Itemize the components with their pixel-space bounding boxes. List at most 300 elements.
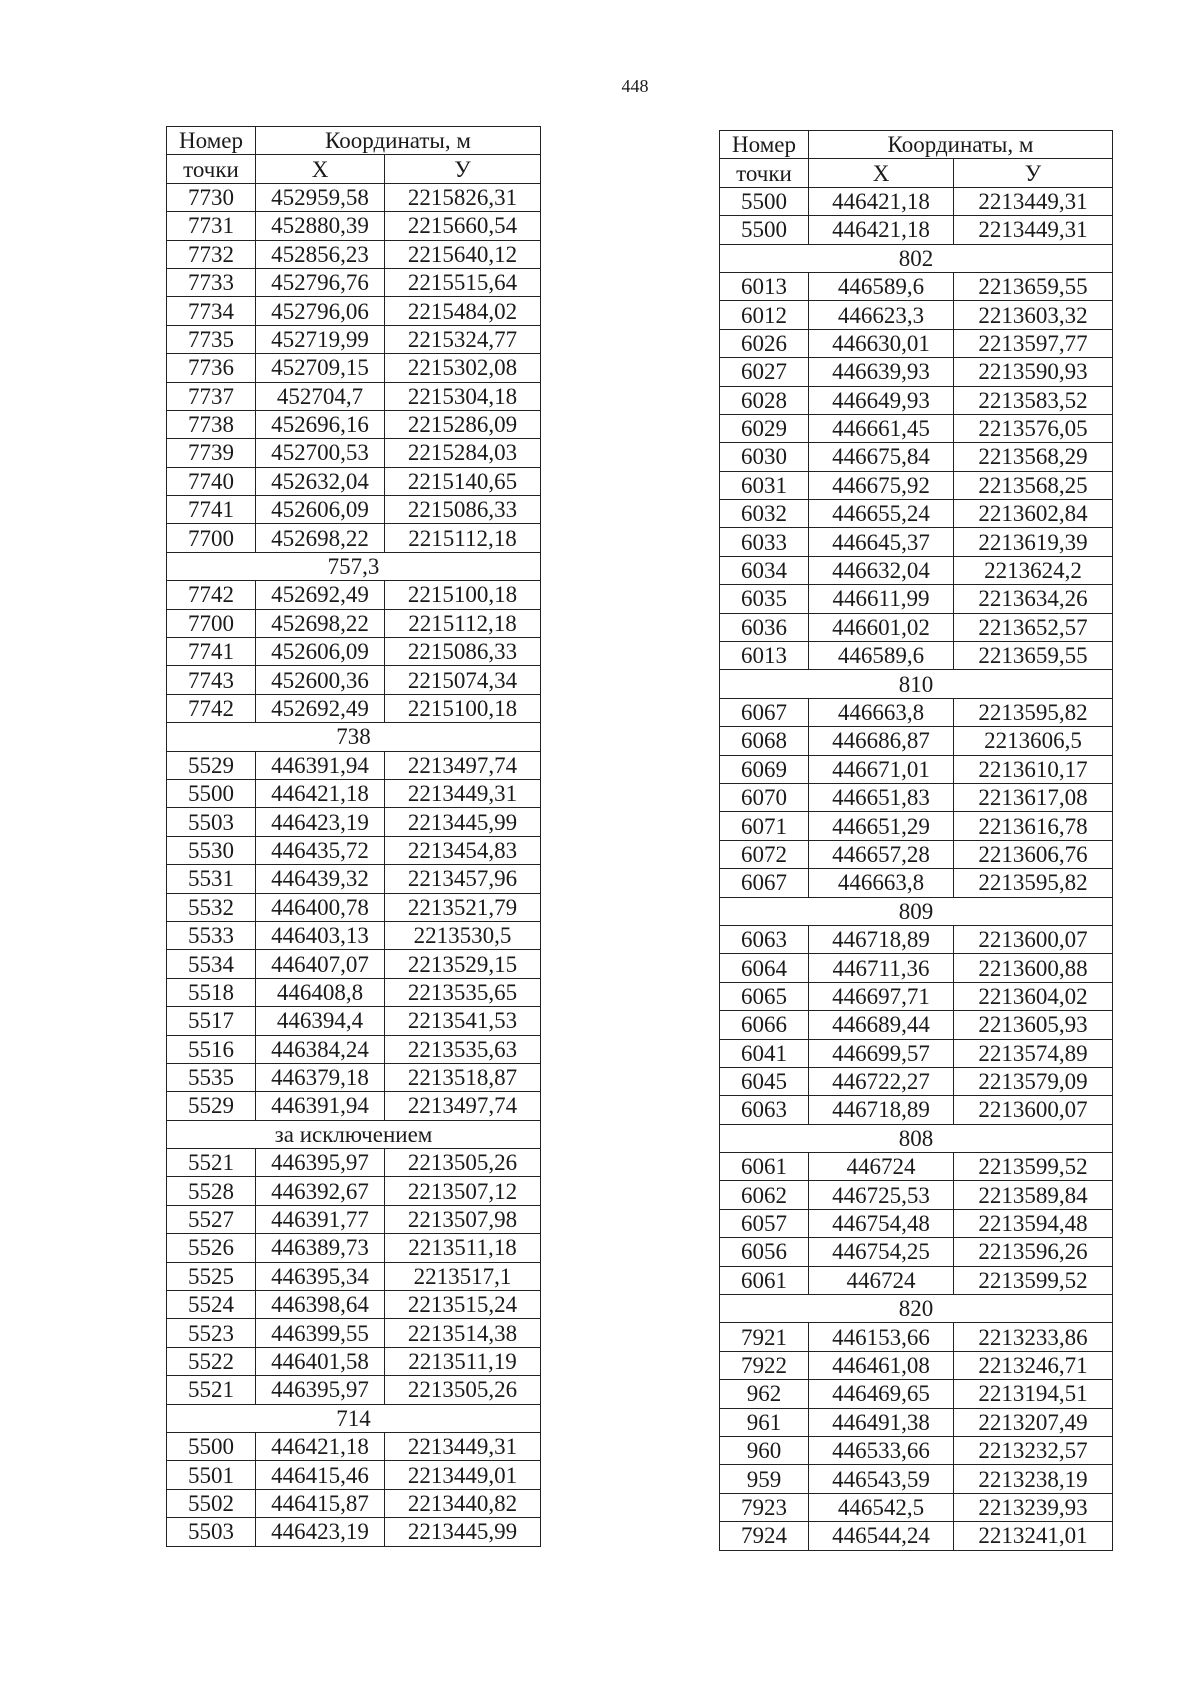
header-coordinates: Координаты, м [256,127,541,155]
header-x: X [256,155,385,183]
point-number-cell: 6034 [720,556,809,584]
y-coordinate-cell: 2213239,93 [954,1493,1113,1521]
x-coordinate-cell: 446439,32 [256,865,385,893]
table-row [167,496,541,524]
section-row [167,1404,541,1432]
table-row [720,1465,1113,1493]
table-row [167,212,541,240]
table-row [167,354,541,382]
x-coordinate-cell: 446657,28 [809,840,954,868]
point-number-cell: 7742 [167,694,256,722]
y-coordinate-cell: 2213517,1 [385,1262,541,1290]
x-coordinate-cell: 446675,84 [809,443,954,471]
point-number-cell: 5521 [167,1376,256,1404]
y-coordinate-cell: 2213600,07 [954,925,1113,953]
point-number-cell: 5531 [167,865,256,893]
section-label: 802 [720,244,1113,272]
x-coordinate-cell: 446718,89 [809,925,954,953]
y-coordinate-cell: 2213600,07 [954,1096,1113,1124]
page-number: 448 [621,76,649,96]
point-number-cell: 962 [720,1380,809,1408]
point-number-cell: 5516 [167,1035,256,1063]
y-coordinate-cell: 2213507,98 [385,1205,541,1233]
point-number-cell: 6032 [720,500,809,528]
table-row [720,1153,1113,1181]
y-coordinate-cell: 2215074,34 [385,666,541,694]
x-coordinate-cell: 446391,94 [256,1092,385,1120]
table-row [167,808,541,836]
table-body-left [167,183,541,1546]
header-coordinates: Координаты, м [809,131,1113,159]
x-coordinate-cell: 452692,49 [256,581,385,609]
y-coordinate-cell: 2213449,31 [954,187,1113,215]
x-coordinate-cell: 446423,19 [256,808,385,836]
x-coordinate-cell: 452856,23 [256,240,385,268]
y-coordinate-cell: 2215286,09 [385,410,541,438]
point-number-cell: 961 [720,1408,809,1436]
point-number-cell: 5500 [720,216,809,244]
x-coordinate-cell: 446469,65 [809,1380,954,1408]
table-row [167,836,541,864]
table-row [720,1436,1113,1464]
point-number-cell: 5503 [167,808,256,836]
y-coordinate-cell: 2213568,29 [954,443,1113,471]
x-coordinate-cell: 452709,15 [256,354,385,382]
table-row [167,183,541,211]
table-row [167,268,541,296]
y-coordinate-cell: 2213238,19 [954,1465,1113,1493]
y-coordinate-cell: 2215086,33 [385,638,541,666]
y-coordinate-cell: 2213246,71 [954,1351,1113,1379]
section-label: за исключением [167,1120,541,1148]
point-number-cell: 6013 [720,272,809,300]
point-number-cell: 6061 [720,1153,809,1181]
y-coordinate-cell: 2213589,84 [954,1181,1113,1209]
table-row [167,609,541,637]
point-number-cell: 7742 [167,581,256,609]
x-coordinate-cell: 446623,3 [809,301,954,329]
point-number-cell: 6056 [720,1238,809,1266]
point-number-cell: 6028 [720,386,809,414]
table-row [720,1238,1113,1266]
x-coordinate-cell: 452692,49 [256,694,385,722]
x-coordinate-cell: 446632,04 [809,556,954,584]
table-row [167,240,541,268]
table-row [720,783,1113,811]
point-number-cell: 6072 [720,840,809,868]
table-row [720,642,1113,670]
x-coordinate-cell: 452698,22 [256,609,385,637]
x-coordinate-cell: 446533,66 [809,1436,954,1464]
x-coordinate-cell: 446392,67 [256,1177,385,1205]
point-number-cell: 5534 [167,950,256,978]
section-label: 808 [720,1124,1113,1152]
y-coordinate-cell: 2213454,83 [385,836,541,864]
table-row [720,386,1113,414]
y-coordinate-cell: 2213449,31 [385,779,541,807]
x-coordinate-cell: 446395,34 [256,1262,385,1290]
table-row [167,1092,541,1120]
y-coordinate-cell: 2213610,17 [954,755,1113,783]
x-coordinate-cell: 446394,4 [256,1007,385,1035]
point-number-cell: 6065 [720,982,809,1010]
section-label: 810 [720,670,1113,698]
section-row [167,723,541,751]
x-coordinate-cell: 446651,29 [809,812,954,840]
x-coordinate-cell: 446461,08 [809,1351,954,1379]
x-coordinate-cell: 446724 [809,1266,954,1294]
x-coordinate-cell: 446718,89 [809,1096,954,1124]
table-row [720,500,1113,528]
y-coordinate-cell: 2213597,77 [954,329,1113,357]
table-row [167,1432,541,1460]
x-coordinate-cell: 446689,44 [809,1011,954,1039]
table-row [167,1489,541,1517]
point-number-cell: 5523 [167,1319,256,1347]
x-coordinate-cell: 446724 [809,1153,954,1181]
point-number-cell: 5502 [167,1489,256,1517]
point-number-cell: 6012 [720,301,809,329]
point-number-cell: 5500 [167,1432,256,1460]
table-row [167,1518,541,1546]
point-number-cell: 5535 [167,1063,256,1091]
y-coordinate-cell: 2213233,86 [954,1323,1113,1351]
header-x: X [809,159,954,187]
point-number-cell: 5503 [167,1518,256,1546]
x-coordinate-cell: 446671,01 [809,755,954,783]
x-coordinate-cell: 446675,92 [809,471,954,499]
y-coordinate-cell: 2215302,08 [385,354,541,382]
point-number-cell: 6030 [720,443,809,471]
y-coordinate-cell: 2213652,57 [954,613,1113,641]
point-number-cell: 7733 [167,268,256,296]
x-coordinate-cell: 446403,13 [256,921,385,949]
y-coordinate-cell: 2215112,18 [385,524,541,552]
point-number-cell: 6033 [720,528,809,556]
point-number-cell: 7921 [720,1323,809,1351]
x-coordinate-cell: 446421,18 [256,779,385,807]
y-coordinate-cell: 2213497,74 [385,1092,541,1120]
x-coordinate-cell: 446407,07 [256,950,385,978]
table-row [720,1522,1113,1550]
y-coordinate-cell: 2213514,38 [385,1319,541,1347]
section-row [720,1124,1113,1152]
point-number-cell: 5532 [167,893,256,921]
x-coordinate-cell: 446544,24 [809,1522,954,1550]
y-coordinate-cell: 2213530,5 [385,921,541,949]
table-row [167,297,541,325]
y-coordinate-cell: 2213659,55 [954,272,1113,300]
section-row [720,244,1113,272]
point-number-cell: 6036 [720,613,809,641]
section-label: 714 [167,1404,541,1432]
point-number-cell: 5521 [167,1149,256,1177]
point-number-cell: 6057 [720,1209,809,1237]
x-coordinate-cell: 446395,97 [256,1149,385,1177]
section-label: 757,3 [167,552,541,580]
point-number-cell: 5525 [167,1262,256,1290]
table-row [720,954,1113,982]
x-coordinate-cell: 446686,87 [809,727,954,755]
header-point-number-bottom: точки [167,155,256,183]
section-row [720,1295,1113,1323]
point-number-cell: 6031 [720,471,809,499]
table-row [167,1177,541,1205]
header-point-number-bottom: точки [720,159,809,187]
point-number-cell: 5517 [167,1007,256,1035]
x-coordinate-cell: 452632,04 [256,467,385,495]
y-coordinate-cell: 2213576,05 [954,414,1113,442]
point-number-cell: 6067 [720,869,809,897]
point-number-cell: 7736 [167,354,256,382]
table-row [720,1011,1113,1039]
table-row [167,467,541,495]
point-number-cell: 7730 [167,183,256,211]
x-coordinate-cell: 446491,38 [809,1408,954,1436]
point-number-cell: 5518 [167,978,256,1006]
point-number-cell: 7731 [167,212,256,240]
table-row [720,812,1113,840]
table-row [720,925,1113,953]
section-row [167,552,541,580]
y-coordinate-cell: 2213606,76 [954,840,1113,868]
y-coordinate-cell: 2213507,12 [385,1177,541,1205]
y-coordinate-cell: 2213207,49 [954,1408,1113,1436]
y-coordinate-cell: 2213634,26 [954,585,1113,613]
point-number-cell: 7734 [167,297,256,325]
y-coordinate-cell: 2213241,01 [954,1522,1113,1550]
x-coordinate-cell: 446421,18 [809,187,954,215]
section-row [720,670,1113,698]
x-coordinate-cell: 446421,18 [809,216,954,244]
x-coordinate-cell: 452698,22 [256,524,385,552]
table-row [167,1376,541,1404]
point-number-cell: 5529 [167,1092,256,1120]
table-row [720,329,1113,357]
point-number-cell: 7741 [167,496,256,524]
x-coordinate-cell: 452600,36 [256,666,385,694]
point-number-cell: 6064 [720,954,809,982]
y-coordinate-cell: 2213194,51 [954,1380,1113,1408]
x-coordinate-cell: 446645,37 [809,528,954,556]
y-coordinate-cell: 2213457,96 [385,865,541,893]
x-coordinate-cell: 446543,59 [809,1465,954,1493]
x-coordinate-cell: 446699,57 [809,1039,954,1067]
table-row [167,524,541,552]
table-row [167,666,541,694]
section-row [720,897,1113,925]
x-coordinate-cell: 446395,97 [256,1376,385,1404]
point-number-cell: 5529 [167,751,256,779]
table-row [720,1380,1113,1408]
y-coordinate-cell: 2213583,52 [954,386,1113,414]
point-number-cell: 6035 [720,585,809,613]
table-row [167,1291,541,1319]
y-coordinate-cell: 2213617,08 [954,783,1113,811]
table-row [720,1266,1113,1294]
x-coordinate-cell: 446601,02 [809,613,954,641]
table-row [167,1205,541,1233]
table-row [167,694,541,722]
x-coordinate-cell: 446651,83 [809,783,954,811]
y-coordinate-cell: 2215640,12 [385,240,541,268]
point-number-cell: 6013 [720,642,809,670]
table-body-right [720,187,1113,1550]
y-coordinate-cell: 2213445,99 [385,1518,541,1546]
y-coordinate-cell: 2215324,77 [385,325,541,353]
x-coordinate-cell: 452796,76 [256,268,385,296]
table-row [720,301,1113,329]
x-coordinate-cell: 446542,5 [809,1493,954,1521]
table-row [167,779,541,807]
y-coordinate-cell: 2213440,82 [385,1489,541,1517]
x-coordinate-cell: 446400,78 [256,893,385,921]
point-number-cell: 6029 [720,414,809,442]
point-number-cell: 6026 [720,329,809,357]
x-coordinate-cell: 446630,01 [809,329,954,357]
table-row [167,1007,541,1035]
table-row [167,1262,541,1290]
y-coordinate-cell: 2213604,02 [954,982,1113,1010]
table-row [167,978,541,1006]
point-number-cell: 7737 [167,382,256,410]
table-row [167,1063,541,1091]
point-number-cell: 7700 [167,609,256,637]
y-coordinate-cell: 2213596,26 [954,1238,1113,1266]
y-coordinate-cell: 2213616,78 [954,812,1113,840]
point-number-cell: 7739 [167,439,256,467]
x-coordinate-cell: 446384,24 [256,1035,385,1063]
y-coordinate-cell: 2215100,18 [385,694,541,722]
x-coordinate-cell: 446421,18 [256,1432,385,1460]
y-coordinate-cell: 2213449,31 [954,216,1113,244]
x-coordinate-cell: 446415,87 [256,1489,385,1517]
point-number-cell: 7923 [720,1493,809,1521]
x-coordinate-cell: 452704,7 [256,382,385,410]
table-row [167,751,541,779]
header-y: У [385,155,541,183]
x-coordinate-cell: 446649,93 [809,386,954,414]
x-coordinate-cell: 452606,09 [256,638,385,666]
y-coordinate-cell: 2215112,18 [385,609,541,637]
point-number-cell: 6067 [720,698,809,726]
y-coordinate-cell: 2213449,01 [385,1461,541,1489]
x-coordinate-cell: 446423,19 [256,1518,385,1546]
y-coordinate-cell: 2213511,18 [385,1234,541,1262]
x-coordinate-cell: 446389,73 [256,1234,385,1262]
table-row [167,325,541,353]
table-row [167,1347,541,1375]
point-number-cell: 5524 [167,1291,256,1319]
point-number-cell: 7735 [167,325,256,353]
table-row [720,727,1113,755]
x-coordinate-cell: 452880,39 [256,212,385,240]
table-row [720,698,1113,726]
table-row [167,865,541,893]
table-row [167,439,541,467]
x-coordinate-cell: 446725,53 [809,1181,954,1209]
table-row [720,1493,1113,1521]
point-number-cell: 959 [720,1465,809,1493]
y-coordinate-cell: 2215515,64 [385,268,541,296]
table-row [720,1323,1113,1351]
y-coordinate-cell: 2213599,52 [954,1153,1113,1181]
point-number-cell: 7922 [720,1351,809,1379]
point-number-cell: 6069 [720,755,809,783]
y-coordinate-cell: 2213511,19 [385,1347,541,1375]
table-row [720,272,1113,300]
header-point-number-top: Номер [720,131,809,159]
point-number-cell: 7743 [167,666,256,694]
table-row [720,1039,1113,1067]
table-row [720,1067,1113,1095]
point-number-cell: 6045 [720,1067,809,1095]
y-coordinate-cell: 2213606,5 [954,727,1113,755]
table-row [720,414,1113,442]
y-coordinate-cell: 2213521,79 [385,893,541,921]
table-row [720,1351,1113,1379]
x-coordinate-cell: 446589,6 [809,642,954,670]
x-coordinate-cell: 446711,36 [809,954,954,982]
x-coordinate-cell: 446663,8 [809,698,954,726]
y-coordinate-cell: 2213602,84 [954,500,1113,528]
y-coordinate-cell: 2215484,02 [385,297,541,325]
x-coordinate-cell: 446754,25 [809,1238,954,1266]
table-row [720,1096,1113,1124]
y-coordinate-cell: 2213605,93 [954,1011,1113,1039]
header-point-number-top: Номер [167,127,256,155]
y-coordinate-cell: 2213619,39 [954,528,1113,556]
table-row [720,443,1113,471]
point-number-cell: 7738 [167,410,256,438]
y-coordinate-cell: 2213497,74 [385,751,541,779]
table-row [720,585,1113,613]
point-number-cell: 7740 [167,467,256,495]
point-number-cell: 5528 [167,1177,256,1205]
point-number-cell: 5500 [720,187,809,215]
point-number-cell: 960 [720,1436,809,1464]
x-coordinate-cell: 446661,45 [809,414,954,442]
y-coordinate-cell: 2213595,82 [954,869,1113,897]
table-row [167,581,541,609]
point-number-cell: 5526 [167,1234,256,1262]
point-number-cell: 6070 [720,783,809,811]
table-row [720,556,1113,584]
y-coordinate-cell: 2213574,89 [954,1039,1113,1067]
x-coordinate-cell: 452696,16 [256,410,385,438]
table-row [720,1209,1113,1237]
point-number-cell: 6068 [720,727,809,755]
y-coordinate-cell: 2213659,55 [954,642,1113,670]
table-row [167,893,541,921]
point-number-cell: 5533 [167,921,256,949]
table-row [167,1461,541,1489]
y-coordinate-cell: 2213518,87 [385,1063,541,1091]
x-coordinate-cell: 446153,66 [809,1323,954,1351]
y-coordinate-cell: 2213603,32 [954,301,1113,329]
y-coordinate-cell: 2213541,53 [385,1007,541,1035]
point-number-cell: 5501 [167,1461,256,1489]
y-coordinate-cell: 2213505,26 [385,1149,541,1177]
x-coordinate-cell: 452700,53 [256,439,385,467]
x-coordinate-cell: 452796,06 [256,297,385,325]
x-coordinate-cell: 446435,72 [256,836,385,864]
table-row [720,358,1113,386]
x-coordinate-cell: 446639,93 [809,358,954,386]
point-number-cell: 6063 [720,1096,809,1124]
x-coordinate-cell: 446408,8 [256,978,385,1006]
x-coordinate-cell: 452606,09 [256,496,385,524]
